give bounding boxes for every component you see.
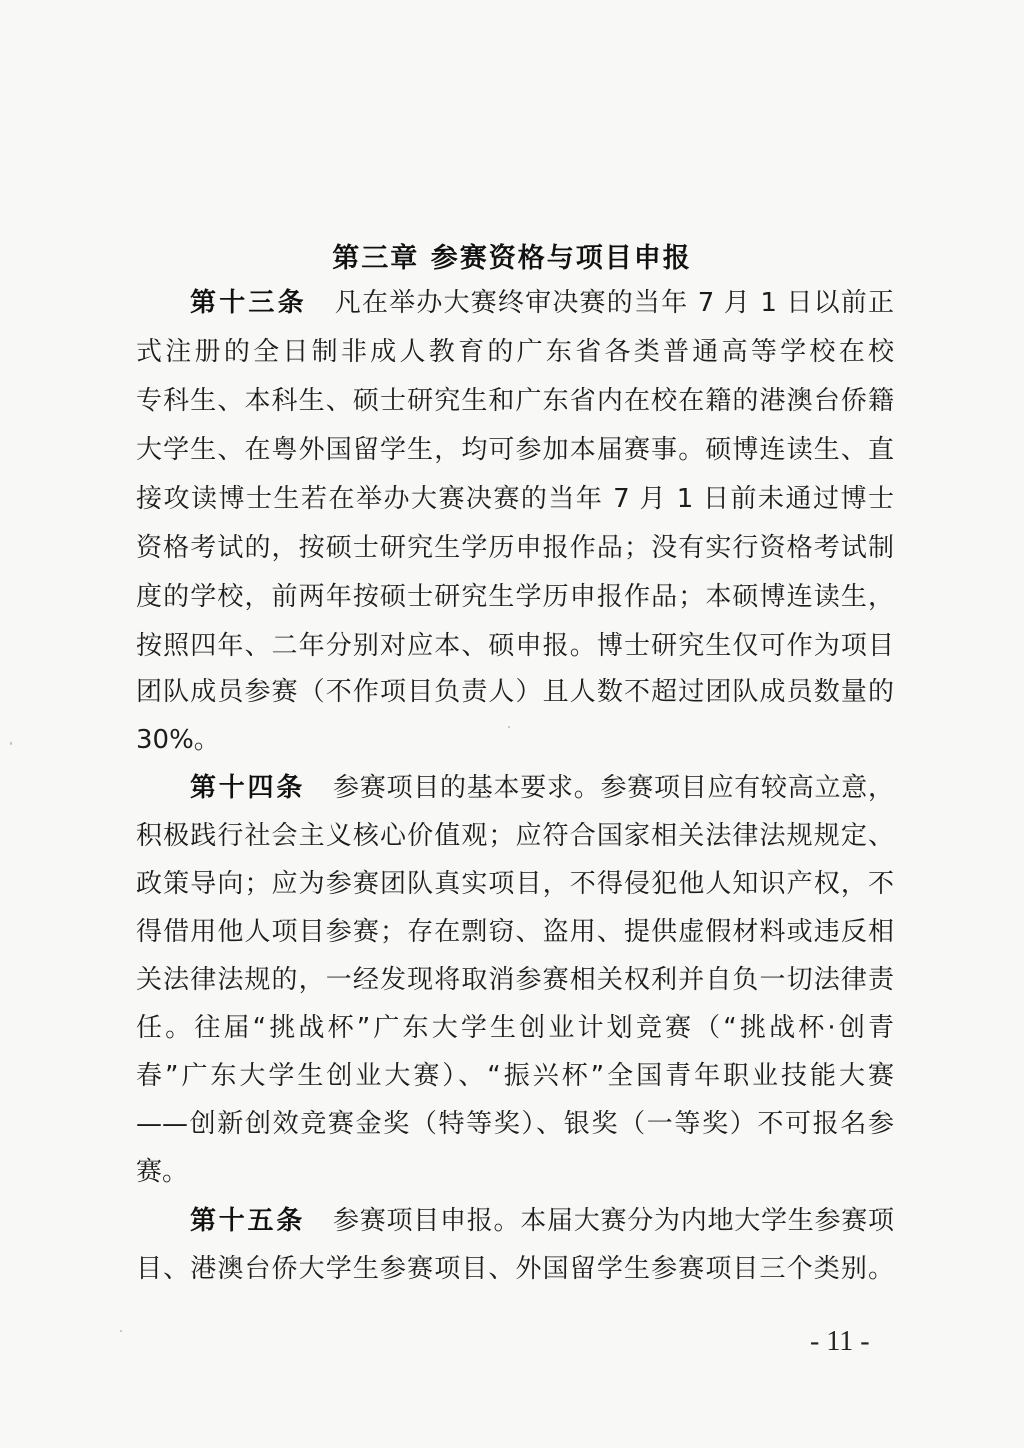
- article-13-line-8: 按照四年、二年分别对应本、硕申报。博士研究生仅可作为项目: [136, 631, 894, 661]
- article-14-line-8: ——创新创效竞赛金奖（特等奖）、银奖（一等奖）不可报名参: [136, 1109, 894, 1139]
- article-13-line-2: 式注册的全日制非成人教育的广东省各类普通高等学校在校: [136, 337, 894, 367]
- scan-speck: [120, 1330, 122, 1332]
- article-14-line-5: 关法律法规的，一经发现将取消参赛相关权利并自负一切法律责: [136, 965, 894, 995]
- article-13-line-4: 大学生、在粤外国留学生，均可参加本届赛事。硕博连读生、直: [136, 435, 894, 465]
- article-13-line-1: 第十三条 凡在举办大赛终审决赛的当年 7 月 1 日以前正: [190, 288, 894, 318]
- article-13-line-3: 专科生、本科生、硕士研究生和广东省内在校在籍的港澳台侨籍: [136, 386, 894, 416]
- scan-speck: [508, 726, 510, 728]
- article-14-line-1: 第十四条 参赛项目的基本要求。参赛项目应有较高立意，: [190, 773, 894, 803]
- article-14-line-7: 春”广东大学生创业大赛）、“振兴杯”全国青年职业技能大赛: [136, 1061, 894, 1091]
- article-13-line-6: 资格考试的，按硕士研究生学历申报作品；没有实行资格考试制: [136, 533, 894, 563]
- article-14-line-3: 政策导向；应为参赛团队真实项目，不得侵犯他人知识产权，不: [136, 869, 894, 899]
- article-13-label: 第十三条: [190, 288, 307, 318]
- article-15-line-1: 第十五条 参赛项目申报。本届大赛分为内地大学生参赛项: [190, 1206, 894, 1236]
- scan-speck: [10, 742, 12, 745]
- article-13-line-10: 30%。: [136, 725, 220, 755]
- page-number: - 11 -: [810, 1326, 870, 1357]
- article-15-line-2: 目、港澳台侨大学生参赛项目、外国留学生参赛项目三个类别。: [136, 1254, 894, 1284]
- article-13-line-9: 团队成员参赛（不作项目负责人）且人数不超过团队成员数量的: [136, 677, 894, 707]
- article-14-line-2: 积极践行社会主义核心价值观；应符合国家相关法律法规规定、: [136, 821, 894, 851]
- article-13-line-7: 度的学校，前两年按硕士研究生学历申报作品；本硕博连读生，: [136, 582, 894, 612]
- article-14-label: 第十四条: [190, 773, 305, 803]
- article-14-line-4: 得借用他人项目参赛；存在剽窃、盗用、提供虚假材料或违反相: [136, 917, 894, 947]
- article-13-line-5: 接攻读博士生若在举办大赛决赛的当年 7 月 1 日前未通过博士: [136, 484, 894, 514]
- article-15-label: 第十五条: [190, 1206, 305, 1236]
- chapter-title: 第三章 参赛资格与项目申报: [332, 243, 692, 274]
- article-14-line-9: 赛。: [136, 1157, 189, 1187]
- article-14-line-6: 任。往届“挑战杯”广东大学生创业计划竞赛（“挑战杯·创青: [136, 1013, 894, 1043]
